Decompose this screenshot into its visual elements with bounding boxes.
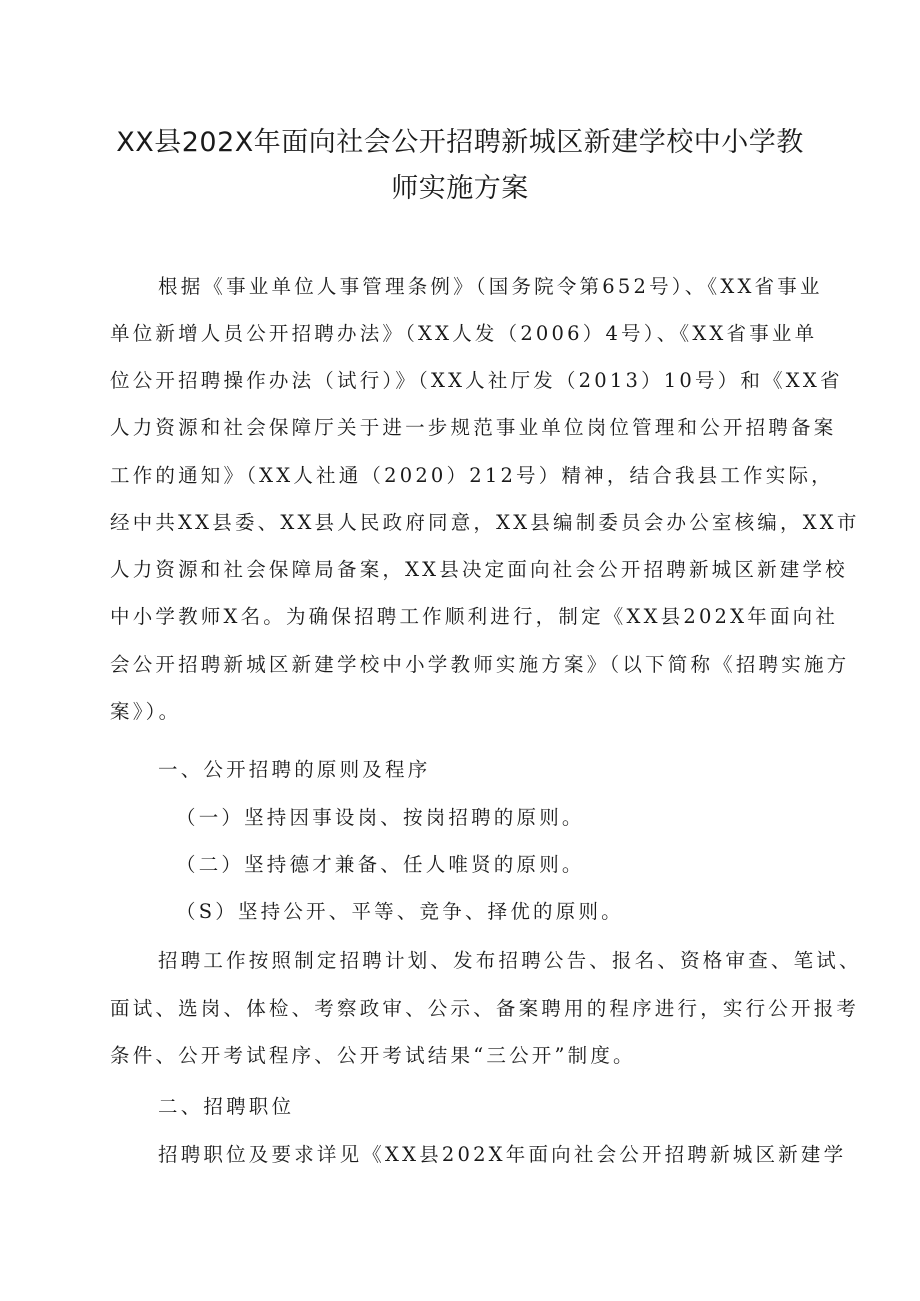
principle-item: （一）坚持因事设岗、按岗招聘的原则。 xyxy=(176,806,585,829)
paragraph-line: 招聘职位及要求详见《XX县202X年面向社会公开招聘新城区新建学 xyxy=(158,1143,847,1166)
paragraph-line: 人力资源和社会保障局备案，XX县决定面向社会公开招聘新城区新建学校 xyxy=(110,558,848,581)
paragraph-line: 会公开招聘新城区新建学校中小学教师实施方案》（以下简称《招聘实施方 xyxy=(110,653,850,676)
paragraph-line: 人力资源和社会保障厅关于进一步规范事业单位岗位管理和公开招聘备案 xyxy=(110,416,837,439)
paragraph-line: 面试、选岗、体检、考察政审、公示、备案聘用的程序进行，实行公开报考 xyxy=(110,997,860,1020)
paragraph-line: 中小学教师X名。为确保招聘工作顺利进行，制定《XX县202X年面向社 xyxy=(110,605,839,628)
paragraph-line: 经中共XX县委、XX县人民政府同意，XX县编制委员会办公室核编，XX市 xyxy=(110,511,860,534)
section-heading: 一、公开招聘的原则及程序 xyxy=(158,758,431,781)
paragraph-line: 案》）。 xyxy=(110,700,182,723)
paragraph-line: 条件、公开考试程序、公开考试结果“三公开”制度。 xyxy=(110,1044,636,1067)
paragraph-line: 单位新增人员公开招聘办法》（XX人发（2006）4号）、《XX省事业单 xyxy=(110,322,818,345)
principle-item: （S）坚持公开、平等、竞争、择优的原则。 xyxy=(176,900,624,923)
paragraph-line: 工作的通知》（XX人社通（2020）212号）精神，结合我县工作实际， xyxy=(110,464,834,487)
document-title-line-1: XX县202X年面向社会公开招聘新城区新建学校中小学教 xyxy=(116,127,804,158)
paragraph-line: 根据《事业单位人事管理条例》（国务院令第652号）、《XX省事业 xyxy=(158,275,823,298)
principle-item: （二）坚持德才兼备、任人唯贤的原则。 xyxy=(176,853,585,876)
document-title-line-2: 师实施方案 xyxy=(391,173,529,204)
paragraph-line: 招聘工作按照制定招聘计划、发布招聘公告、报名、资格审查、笔试、 xyxy=(158,949,862,972)
section-heading: 二、招聘职位 xyxy=(158,1095,295,1118)
paragraph-line: 位公开招聘操作办法（试行）》（XX人社厅发（2013）10号）和《XX省 xyxy=(110,369,843,392)
